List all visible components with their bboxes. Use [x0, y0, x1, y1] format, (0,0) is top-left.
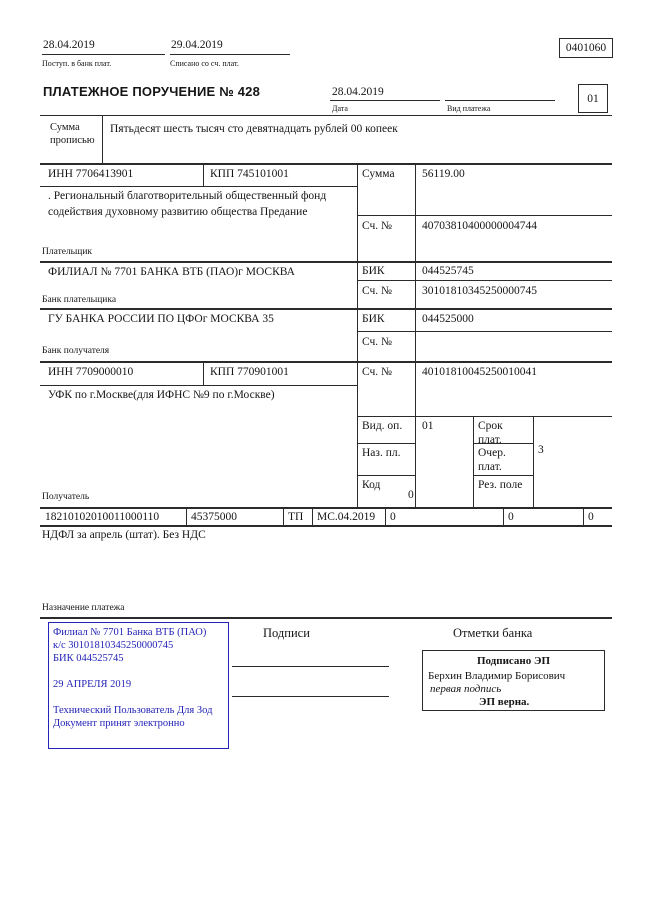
payment-purpose-label: Назначение платежа — [42, 603, 125, 613]
payer-inn: ИНН 7706413901 — [48, 168, 134, 180]
esign-verified-text: ЭП верна. — [479, 696, 530, 708]
divider — [473, 416, 474, 507]
payment-purpose-text: НДФЛ за апрель (штат). Без НДС — [42, 529, 206, 541]
divider — [357, 416, 612, 417]
payer-bank-bik-label: БИК — [362, 265, 385, 277]
code-label: Код — [362, 479, 381, 491]
divider — [40, 361, 612, 363]
stamp-line: Документ принят электронно — [53, 718, 185, 729]
payer-account-label: Сч. № — [362, 220, 393, 232]
debited-from-account-date: 29.04.2019 — [171, 39, 223, 51]
sum-value: 56119.00 — [422, 168, 465, 180]
tax-field-number: 0 — [390, 511, 396, 523]
divider — [186, 507, 187, 525]
tax-field-oktmo: 45375000 — [191, 511, 237, 523]
esign-signature-kind: первая подпись — [430, 683, 502, 695]
divider — [203, 163, 204, 186]
payer-account-value: 40703810400000004744 — [422, 220, 537, 232]
divider — [102, 116, 103, 163]
divider — [357, 280, 612, 281]
payer-bank-account-label: Сч. № — [362, 285, 393, 297]
payment-kind-label: Вид платежа — [447, 104, 491, 113]
signatures-heading: Подписи — [263, 626, 310, 640]
stamp-line — [53, 691, 224, 704]
divider — [40, 385, 357, 386]
bank-stamp-box — [48, 622, 229, 749]
tax-field-type: 0 — [588, 511, 594, 523]
debited-from-account-label: Списано со сч. плат. — [170, 59, 239, 68]
payee-bank-bik-value: 044525000 — [422, 313, 474, 325]
tax-field-basis: ТП — [288, 511, 304, 523]
esign-box — [422, 650, 605, 711]
payment-term-label: Срок плат. — [478, 420, 503, 446]
divider — [357, 443, 415, 444]
payer-bank-bik-value: 044525745 — [422, 265, 474, 277]
sum-label: Сумма — [362, 168, 395, 180]
reserve-field-label: Рез. поле — [478, 479, 523, 491]
form-code-box: 0401060 — [559, 38, 613, 58]
payee-inn: ИНН 7709000010 — [48, 366, 134, 378]
status-code-box: 01 — [578, 84, 608, 113]
payer-kpp: КПП 745101001 — [210, 168, 289, 180]
divider — [583, 507, 584, 525]
divider — [40, 186, 357, 187]
payer-bank-account-value: 30101810345250000745 — [422, 285, 537, 297]
divider — [357, 215, 612, 216]
document-date: 28.04.2019 — [332, 86, 384, 98]
divider — [283, 507, 284, 525]
divider — [385, 507, 386, 525]
tax-field-kbk: 18210102010011000110 — [45, 511, 160, 523]
document-title: ПЛАТЕЖНОЕ ПОРУЧЕНИЕ № 428 — [43, 84, 261, 99]
payee-name: УФК по г.Москве(для ИФНС №9 по г.Москве) — [48, 389, 275, 401]
amount-words-value: Пятьдесят шесть тысяч сто девятнадцать рублей 00 копеек — [110, 123, 398, 135]
amount-words-label: Сумма прописью — [50, 122, 95, 146]
payee-account-value: 40101810045250010041 — [422, 366, 537, 378]
stamp-line: БИК 044525745 — [53, 653, 124, 664]
bank-marks-heading: Отметки банка — [453, 626, 533, 640]
divider — [40, 261, 612, 263]
payee-bank-account-label: Сч. № — [362, 336, 393, 348]
divider — [170, 54, 290, 55]
esign-signer-name: Берхин Владимир Борисович — [428, 670, 566, 682]
divider — [357, 475, 415, 476]
divider — [533, 416, 534, 507]
payer-label: Плательщик — [42, 247, 93, 257]
received-in-bank-date: 28.04.2019 — [43, 39, 95, 51]
op-kind-value: 01 — [422, 420, 434, 432]
payer-bank-name: ФИЛИАЛ № 7701 БАНКА ВТБ (ПАО)г МОСКВА — [48, 266, 295, 278]
code-value: 0 — [408, 489, 414, 501]
stamp-line: Филиал № 7701 Банка ВТБ (ПАО) — [53, 627, 207, 638]
payee-account-label: Сч. № — [362, 366, 393, 378]
stamp-line — [53, 665, 224, 678]
esign-title: Подписано ЭП — [476, 655, 551, 667]
divider — [357, 331, 612, 332]
date-label: Дата — [332, 104, 348, 113]
stamp-line: к/с 30101810345250000745 — [53, 640, 174, 651]
tax-field-date: 0 — [508, 511, 514, 523]
stamp-line: Технический Пользователь Для Зод — [53, 705, 213, 716]
payment-purpose-code-label: Наз. пл. — [362, 447, 401, 459]
divider — [40, 115, 612, 116]
divider — [330, 100, 440, 101]
divider — [503, 507, 504, 525]
payee-bank-name: ГУ БАНКА РОССИИ ПО ЦФОг МОСКВА 35 — [48, 313, 274, 325]
payment-order-value: 3 — [538, 444, 544, 456]
divider — [40, 617, 612, 619]
payee-bank-bik-label: БИК — [362, 313, 385, 325]
payee-bank-label: Банк получателя — [42, 346, 110, 356]
divider — [40, 525, 612, 527]
signature-line — [232, 696, 389, 697]
signature-line — [232, 666, 389, 667]
op-kind-label: Вид. оп. — [362, 420, 403, 432]
payee-kpp: КПП 770901001 — [210, 366, 289, 378]
payer-name: . Региональный благотворительный общественный фонд содействия духовному развитию общества Предание — [48, 190, 327, 218]
divider — [473, 475, 533, 476]
divider — [42, 54, 165, 55]
divider — [312, 507, 313, 525]
received-in-bank-label: Поступ. в банк плат. — [42, 59, 112, 68]
divider — [203, 361, 204, 385]
divider — [40, 507, 612, 509]
divider — [445, 100, 555, 101]
divider — [40, 163, 612, 165]
payer-bank-label: Банк плательщика — [42, 295, 117, 305]
tax-field-period: МС.04.2019 — [317, 511, 376, 523]
stamp-line: 29 АПРЕЛЯ 2019 — [53, 679, 132, 690]
payment-order-label: Очер. плат. — [478, 447, 506, 473]
divider — [40, 308, 612, 310]
payee-label: Получатель — [42, 492, 90, 502]
